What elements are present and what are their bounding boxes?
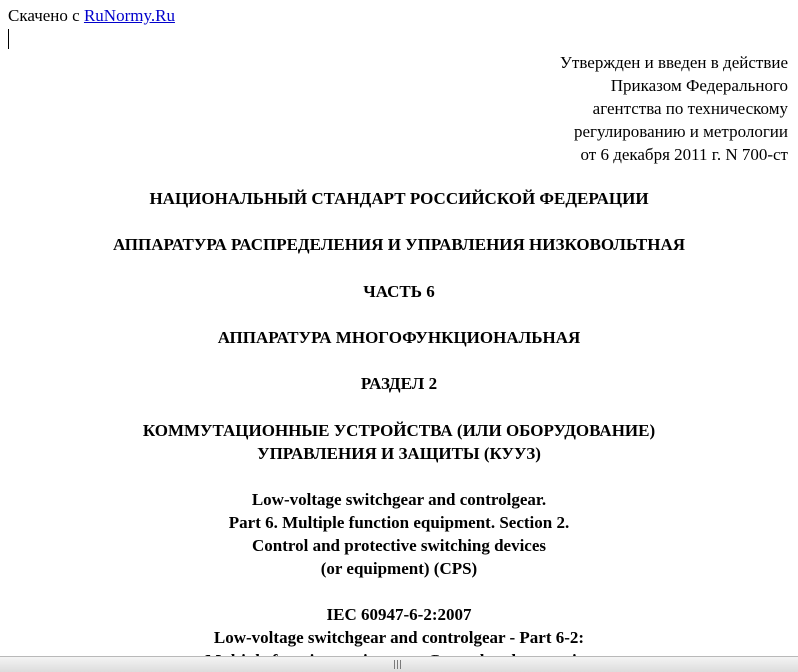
approval-line: Утвержден и введен в действие	[559, 53, 788, 72]
runormy-link[interactable]: RuNormy.Ru	[83, 6, 175, 25]
source-prefix: Скачено с	[8, 6, 84, 25]
scrollbar-grip-icon[interactable]	[394, 660, 404, 669]
apparatus-heading: АППАРАТУРА РАСПРЕДЕЛЕНИЯ И УПРАВЛЕНИЯ НИЗКОВОЛЬТНАЯ	[112, 235, 686, 254]
standard-heading: НАЦИОНАЛЬНЫЙ СТАНДАРТ РОССИЙСКОЙ ФЕДЕРАЦИИ	[149, 189, 649, 208]
text-cursor	[8, 29, 9, 49]
iec-title-line1: Low-voltage switchgear and controlgear - Part 6-2:	[213, 628, 585, 647]
part-heading: ЧАСТЬ 6	[363, 282, 435, 301]
horizontal-scrollbar[interactable]	[0, 656, 798, 672]
approval-block	[560, 51, 788, 166]
approval-line: от 6 декабря 2011 г. N 700-ст	[580, 145, 788, 164]
approval-line: агентства по техническому	[592, 99, 788, 118]
approval-line: регулированию и метрологии	[573, 122, 788, 141]
iec-code: IEC 60947-6-2:2007	[326, 605, 472, 624]
english-title-line: Part 6. Multiple function equipment. Section 2.	[228, 513, 570, 532]
english-title-line: Control and protective switching devices	[251, 536, 547, 555]
source-line	[8, 6, 175, 26]
devices-heading-line1: КОММУТАЦИОННЫЕ УСТРОЙСТВА (ИЛИ ОБОРУДОВАНИЕ)	[142, 421, 656, 440]
english-title-line: Low-voltage switchgear and controlgear.	[251, 490, 547, 509]
english-title-line: (or equipment) (CPS)	[320, 559, 478, 578]
multifunction-heading: АППАРАТУРА МНОГОФУНКЦИОНАЛЬНАЯ	[217, 328, 581, 347]
devices-heading-line2: УПРАВЛЕНИЯ И ЗАЩИТЫ (КУУЗ)	[257, 444, 541, 463]
approval-line: Приказом Федерального	[610, 76, 788, 95]
section-heading: РАЗДЕЛ 2	[360, 374, 438, 393]
